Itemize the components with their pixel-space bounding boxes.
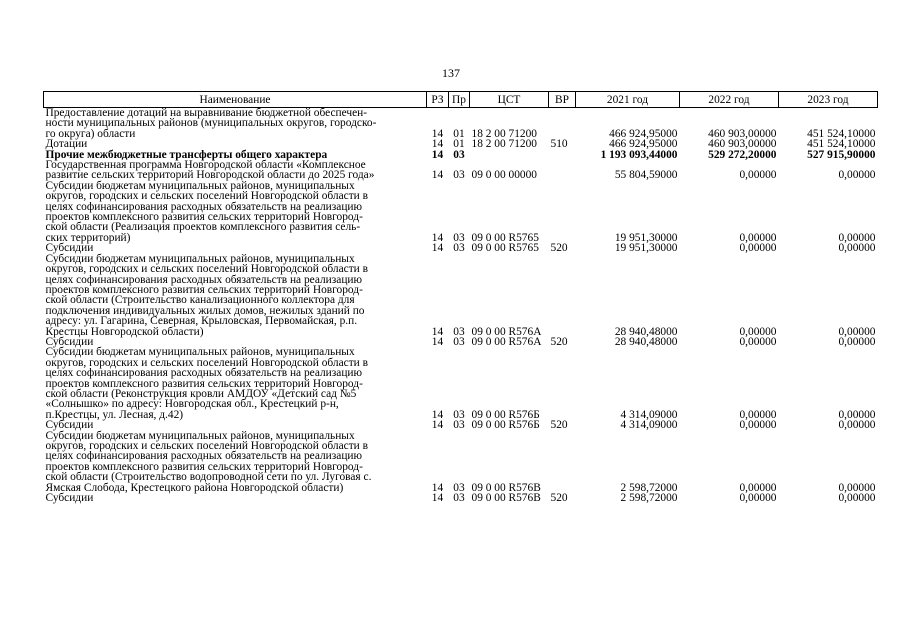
header-rz: РЗ bbox=[427, 92, 449, 108]
row-cst: 09 0 00 R5765 bbox=[471, 242, 539, 255]
row-amount-2022: 0,00000 bbox=[739, 408, 777, 421]
row-pr: 03 bbox=[453, 169, 465, 182]
row-vr: 520 bbox=[550, 492, 568, 505]
row-rz: 14 bbox=[431, 492, 444, 505]
row-vr bbox=[549, 254, 576, 337]
row-amount-2021: 4 314,09000 bbox=[620, 419, 678, 432]
row-amount-2023: 451 524,10000 bbox=[807, 138, 876, 151]
row-amount-2022: 460 903,00000 bbox=[708, 127, 777, 140]
row-amount-2022: 0,00000 bbox=[739, 325, 777, 338]
row-amount-2022: 0,00000 bbox=[739, 481, 777, 494]
row-amount-2022: 0,00000 bbox=[739, 419, 777, 432]
row-amount-2021: 4 314,09000 bbox=[620, 408, 678, 421]
row-pr: 03 bbox=[453, 335, 465, 348]
table-row bbox=[44, 108, 878, 140]
row-amount-2021: 19 951,30000 bbox=[614, 231, 678, 244]
row-amount-2021: 2 598,72000 bbox=[620, 481, 678, 494]
row-vr bbox=[549, 347, 576, 420]
row-amount-2022: 0,00000 bbox=[739, 335, 777, 348]
table-row bbox=[44, 431, 878, 493]
row-vr bbox=[549, 431, 576, 493]
row-pr: 03 bbox=[453, 325, 465, 338]
row-pr: 03 bbox=[453, 242, 465, 255]
row-amount-2023: 527 915,90000 bbox=[807, 148, 876, 161]
row-amount-2021: 466 924,95000 bbox=[609, 127, 678, 140]
row-name: Субсидии bbox=[45, 419, 94, 432]
table-body bbox=[44, 108, 878, 504]
row-cst: 09 0 00 R5765 bbox=[471, 231, 539, 244]
row-name: Субсидии бюджетам муниципальных районов, муниципальных округов, городских и сельских поселений Новгородской области в целях софинансирования расходных обязательств на реализацию проектов комплексного развития сельских территорий Новгород- ской области (Строительство канализационного коллектора для подключения индивидуальных жилых домов, нежилых зданий по адресу: ул. Гагарина, Северная, Крыловская, Первомайская, р.п. Крестцы Новгородской области) bbox=[45, 252, 368, 338]
row-amount-2021: 1 193 093,44000 bbox=[600, 148, 678, 161]
budget-table bbox=[43, 91, 878, 503]
row-amount-2021: 466 924,95000 bbox=[609, 138, 678, 151]
row-rz: 14 bbox=[431, 127, 444, 140]
row-pr: 03 bbox=[453, 408, 465, 421]
row-name: Прочие межбюджетные трансферты общего характера bbox=[45, 148, 328, 161]
table-row bbox=[44, 347, 878, 420]
row-amount-2022: 0,00000 bbox=[739, 242, 777, 255]
row-name: Предоставление дотаций на выравнивание бюджетной обеспечен- ности муниципальных районов (муниципальных округов, городско- го округа) области bbox=[45, 107, 377, 140]
row-amount-2023: 0,00000 bbox=[838, 419, 876, 432]
table-row bbox=[44, 493, 878, 503]
table-header-row bbox=[44, 92, 878, 108]
row-amount-2023: 0,00000 bbox=[838, 335, 876, 348]
row-name: Государственная программа Новгородской области «Комплексное развитие сельских территорий Новгородской области до 2025 года» bbox=[45, 159, 375, 182]
row-amount-2022: 0,00000 bbox=[739, 231, 777, 244]
header-cst: ЦСТ bbox=[470, 92, 549, 108]
header-name: Наименование bbox=[44, 92, 427, 108]
row-vr bbox=[549, 150, 576, 160]
row-amount-2023: 0,00000 bbox=[838, 481, 876, 494]
row-amount-2022: 529 272,20000 bbox=[708, 148, 777, 161]
row-cst: 09 0 00 R576Б bbox=[471, 408, 540, 421]
row-vr bbox=[549, 160, 576, 181]
row-amount-2022: 460 903,00000 bbox=[708, 138, 777, 151]
row-vr: 510 bbox=[550, 138, 568, 151]
row-rz: 14 bbox=[431, 169, 444, 182]
row-vr bbox=[549, 108, 576, 140]
row-rz: 14 bbox=[431, 335, 444, 348]
row-pr: 01 bbox=[453, 127, 465, 140]
row-cst: 18 2 00 71200 bbox=[471, 127, 537, 140]
row-pr: 03 bbox=[453, 419, 465, 432]
table-row bbox=[44, 181, 878, 243]
row-amount-2021: 55 804,59000 bbox=[614, 169, 678, 182]
row-amount-2021: 2 598,72000 bbox=[620, 492, 678, 505]
row-name: Субсидии бюджетам муниципальных районов, муниципальных округов, городских и сельских поселений Новгородской области в целях софинансирования расходных обязательств на реализацию проектов комплексного развития сельских территорий Новгород- ской области (Реконструкция кровли АМДОУ «Детский сад №5 «Солнышко» по адресу: Новгородская обл., Крестецкий р-н, п.Крестцы, ул. Лесная, д.42) bbox=[45, 346, 368, 421]
row-rz: 14 bbox=[431, 325, 444, 338]
row-vr bbox=[549, 181, 576, 243]
table-row bbox=[44, 254, 878, 337]
row-cst: 09 0 00 R576A bbox=[471, 325, 542, 338]
row-pr: 01 bbox=[453, 138, 465, 151]
row-amount-2023: 0,00000 bbox=[838, 325, 876, 338]
row-amount-2023: 0,00000 bbox=[838, 169, 876, 182]
page-number: 137 bbox=[442, 66, 460, 80]
row-amount-2022: 0,00000 bbox=[739, 169, 777, 182]
row-amount-2021: 28 940,48000 bbox=[614, 325, 678, 338]
row-cst: 09 0 00 00000 bbox=[471, 169, 537, 182]
row-rz: 14 bbox=[431, 408, 444, 421]
row-amount-2021: 28 940,48000 bbox=[614, 335, 678, 348]
row-amount-2023: 451 524,10000 bbox=[807, 127, 876, 140]
header-vr: ВР bbox=[549, 92, 576, 108]
header-2021: 2021 год bbox=[576, 92, 680, 108]
row-pr: 03 bbox=[453, 231, 465, 244]
row-rz: 14 bbox=[431, 148, 444, 161]
header-2022: 2022 год bbox=[680, 92, 779, 108]
row-name: Субсидии bbox=[45, 335, 94, 348]
row-cst: 09 0 00 R576B bbox=[471, 481, 541, 494]
row-name: Субсидии bbox=[45, 242, 94, 255]
row-rz: 14 bbox=[431, 481, 444, 494]
header-2023: 2023 год bbox=[779, 92, 878, 108]
row-rz: 14 bbox=[431, 231, 444, 244]
row-cst: 18 2 00 71200 bbox=[471, 138, 537, 151]
row-vr: 520 bbox=[550, 242, 568, 255]
row-cst: 09 0 00 R576A bbox=[471, 335, 542, 348]
row-amount-2023: 0,00000 bbox=[838, 408, 876, 421]
table-row bbox=[44, 160, 878, 181]
row-amount-2023: 0,00000 bbox=[838, 231, 876, 244]
row-amount-2023: 0,00000 bbox=[838, 492, 876, 505]
row-rz: 14 bbox=[431, 242, 444, 255]
row-pr: 03 bbox=[453, 492, 465, 505]
row-cst: 09 0 00 R576Б bbox=[471, 419, 540, 432]
row-name: Дотации bbox=[45, 138, 88, 151]
row-name: Субсидии бюджетам муниципальных районов, муниципальных округов, городских и сельских поселений Новгородской области в целях софинансирования расходных обязательств на реализацию проектов комплексного развития сельских территорий Новгород- ской области (Строительство водопроводной сети по ул. Луговая с. Ямская Слобода, Крестецкого района Новгородской области) bbox=[45, 429, 372, 494]
row-vr: 520 bbox=[550, 419, 568, 432]
row-vr: 520 bbox=[550, 335, 568, 348]
row-amount-2022: 0,00000 bbox=[739, 492, 777, 505]
row-cst: 09 0 00 R576B bbox=[471, 492, 541, 505]
row-amount-2021: 19 951,30000 bbox=[614, 242, 678, 255]
row-pr: 03 bbox=[453, 148, 465, 161]
row-name: Субсидии bbox=[45, 492, 94, 505]
row-rz: 14 bbox=[431, 138, 444, 151]
row-name: Субсидии бюджетам муниципальных районов, муниципальных округов, городских и сельских поселений Новгородской области в целях софинансирования расходных обязательств на реализацию проектов комплексного развития сельских территорий Новгород- ской области (Реализация проектов комплексного развития сель- ских территорий) bbox=[45, 179, 368, 244]
row-pr: 03 bbox=[453, 481, 465, 494]
row-amount-2023: 0,00000 bbox=[838, 242, 876, 255]
row-rz: 14 bbox=[431, 419, 444, 432]
header-pr: Пр bbox=[449, 92, 470, 108]
row-cst bbox=[470, 150, 549, 160]
